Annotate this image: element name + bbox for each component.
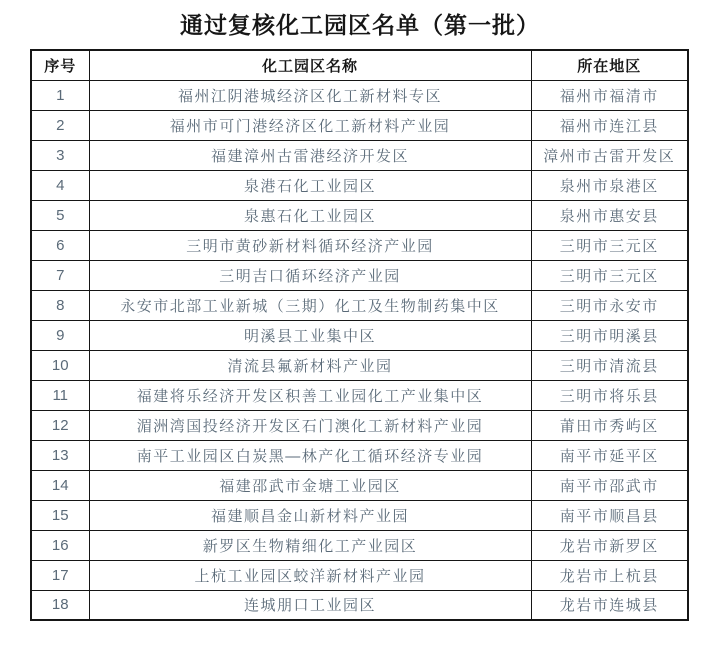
row-serial-number: 4 xyxy=(31,170,89,200)
row-serial-number: 11 xyxy=(31,380,89,410)
row-park-name: 明溪县工业集中区 xyxy=(89,320,531,350)
table-row xyxy=(31,260,688,290)
row-region: 泉州市泉港区 xyxy=(531,170,688,200)
header-region: 所在地区 xyxy=(531,50,688,80)
table-header xyxy=(31,50,688,80)
row-park-name: 三明市黄砂新材料循环经济产业园 xyxy=(89,230,531,260)
row-region: 三明市清流县 xyxy=(531,350,688,380)
table-row xyxy=(31,320,688,350)
row-park-name: 湄洲湾国投经济开发区石门澳化工新材料产业园 xyxy=(89,410,531,440)
header-park-name: 化工园区名称 xyxy=(89,50,531,80)
park-list-table xyxy=(30,49,689,621)
row-region: 南平市邵武市 xyxy=(531,470,688,500)
row-serial-number: 5 xyxy=(31,200,89,230)
table-row xyxy=(31,530,688,560)
row-region: 福州市连江县 xyxy=(531,110,688,140)
table-row xyxy=(31,470,688,500)
header-row xyxy=(31,50,688,80)
row-park-name: 南平工业园区白炭黑—林产化工循环经济专业园 xyxy=(89,440,531,470)
table-row xyxy=(31,500,688,530)
table-row xyxy=(31,560,688,590)
table-row xyxy=(31,440,688,470)
table-row xyxy=(31,380,688,410)
row-park-name: 福建邵武市金塘工业园区 xyxy=(89,470,531,500)
row-region: 三明市明溪县 xyxy=(531,320,688,350)
row-serial-number: 15 xyxy=(31,500,89,530)
table-row xyxy=(31,80,688,110)
row-serial-number: 3 xyxy=(31,140,89,170)
row-serial-number: 6 xyxy=(31,230,89,260)
table-row xyxy=(31,350,688,380)
row-serial-number: 14 xyxy=(31,470,89,500)
row-serial-number: 13 xyxy=(31,440,89,470)
table-row xyxy=(31,110,688,140)
row-park-name: 福州江阴港城经济区化工新材料专区 xyxy=(89,80,531,110)
row-serial-number: 10 xyxy=(31,350,89,380)
row-region: 三明市永安市 xyxy=(531,290,688,320)
table-row xyxy=(31,200,688,230)
row-serial-number: 7 xyxy=(31,260,89,290)
table-row xyxy=(31,140,688,170)
row-serial-number: 1 xyxy=(31,80,89,110)
row-park-name: 福州市可门港经济区化工新材料产业园 xyxy=(89,110,531,140)
row-region: 三明市三元区 xyxy=(531,260,688,290)
table-row xyxy=(31,410,688,440)
header-serial-number: 序号 xyxy=(31,50,89,80)
row-region: 漳州市古雷开发区 xyxy=(531,140,688,170)
row-region: 龙岩市新罗区 xyxy=(531,530,688,560)
table-row xyxy=(31,590,688,620)
table-row xyxy=(31,290,688,320)
row-park-name: 福建将乐经济开发区积善工业园化工产业集中区 xyxy=(89,380,531,410)
table-row xyxy=(31,170,688,200)
row-region: 三明市三元区 xyxy=(531,230,688,260)
row-park-name: 泉港石化工业园区 xyxy=(89,170,531,200)
row-serial-number: 12 xyxy=(31,410,89,440)
row-park-name: 永安市北部工业新城（三期）化工及生物制药集中区 xyxy=(89,290,531,320)
row-region: 龙岩市连城县 xyxy=(531,590,688,620)
table-body xyxy=(31,80,688,620)
row-region: 三明市将乐县 xyxy=(531,380,688,410)
row-serial-number: 17 xyxy=(31,560,89,590)
row-serial-number: 9 xyxy=(31,320,89,350)
row-serial-number: 2 xyxy=(31,110,89,140)
row-park-name: 泉惠石化工业园区 xyxy=(89,200,531,230)
row-park-name: 新罗区生物精细化工产业园区 xyxy=(89,530,531,560)
table-row xyxy=(31,230,688,260)
row-park-name: 福建漳州古雷港经济开发区 xyxy=(89,140,531,170)
row-park-name: 上杭工业园区蛟洋新材料产业园 xyxy=(89,560,531,590)
row-park-name: 福建顺昌金山新材料产业园 xyxy=(89,500,531,530)
row-serial-number: 18 xyxy=(31,590,89,620)
page-title: 通过复核化工园区名单（第一批） xyxy=(180,12,540,38)
row-park-name: 三明吉口循环经济产业园 xyxy=(89,260,531,290)
row-region: 龙岩市上杭县 xyxy=(531,560,688,590)
row-region: 福州市福清市 xyxy=(531,80,688,110)
row-region: 莆田市秀屿区 xyxy=(531,410,688,440)
row-park-name: 连城朋口工业园区 xyxy=(89,590,531,620)
row-region: 泉州市惠安县 xyxy=(531,200,688,230)
row-region: 南平市延平区 xyxy=(531,440,688,470)
row-serial-number: 8 xyxy=(31,290,89,320)
row-region: 南平市顺昌县 xyxy=(531,500,688,530)
row-park-name: 清流县氟新材料产业园 xyxy=(89,350,531,380)
row-serial-number: 16 xyxy=(31,530,89,560)
